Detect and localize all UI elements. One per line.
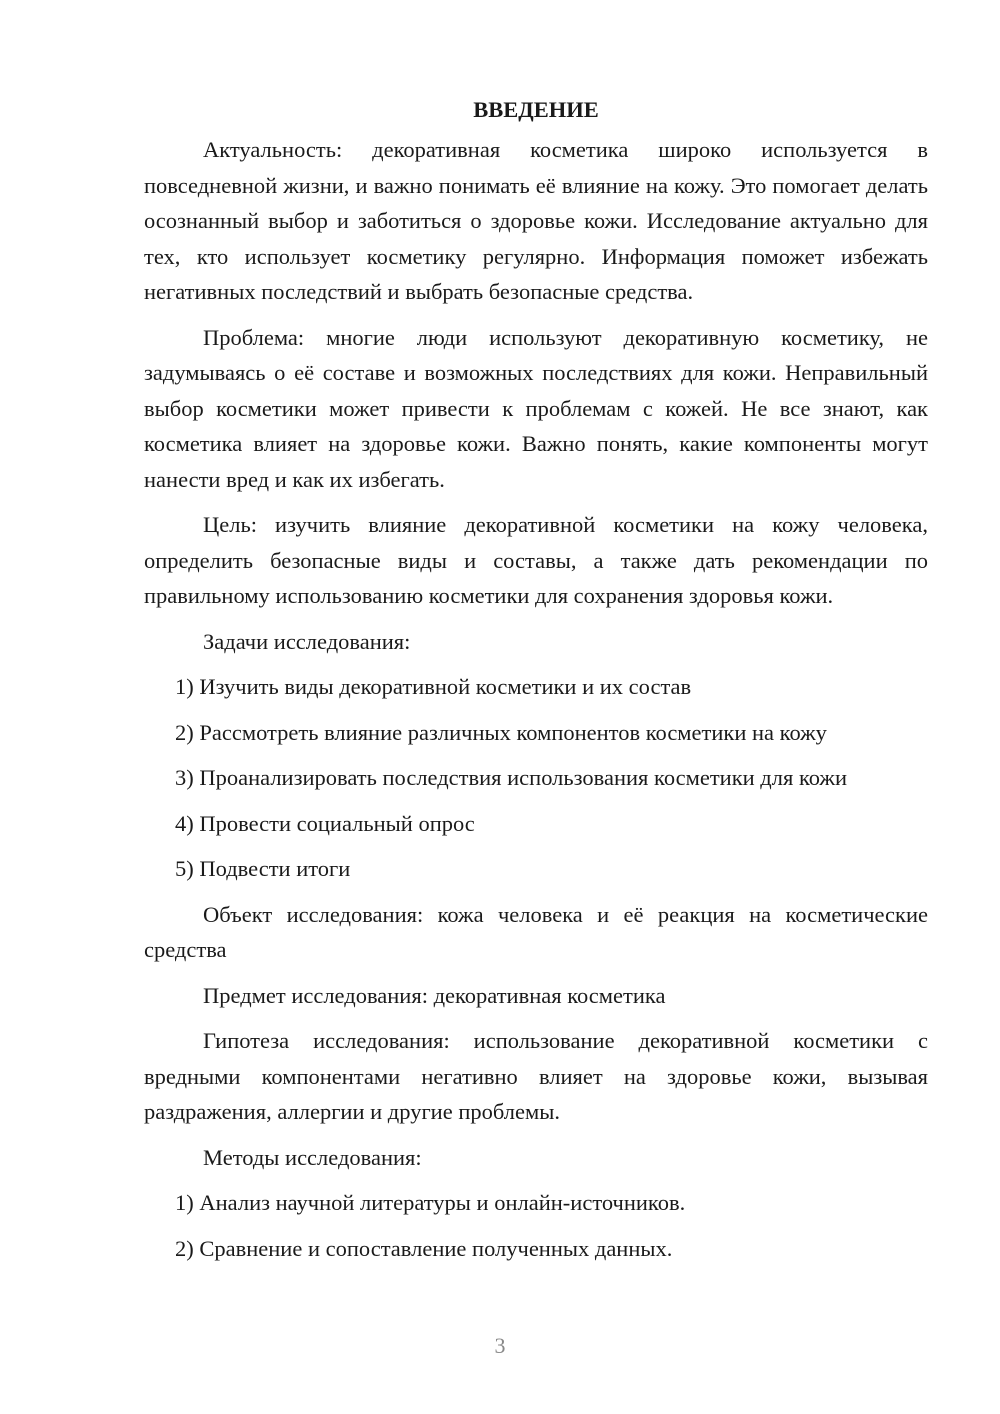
subject-paragraph: Предмет исследования: декоративная косметика — [203, 982, 666, 1008]
method-item: 1) Анализ научной литературы и онлайн-источников. — [175, 1190, 686, 1215]
section-title: ВВЕДЕНИЕ — [473, 97, 599, 122]
problem-paragraph: Проблема: многие люди используют декоративную косметику, не задумываясь о её составе и возможных последствиях для кожи. Неправильный выбор косметики может привести к проблемам с кожей. Не все знают, как косметика влияет на здоровье кожи. Важно понять, какие компоненты могут нанести вред и как их избегать. — [144, 324, 928, 492]
method-item: 2) Сравнение и сопоставление полученных данных. — [175, 1235, 673, 1261]
page-content — [144, 92, 928, 1276]
task-item: 5) Подвести итоги — [175, 856, 351, 881]
goal-paragraph: Цель: изучить влияние декоративной косметики на кожу человека, определить безопасные виды и составы, а также дать рекомендации по правильному использованию косметики для сохранения здоровья кожи. — [144, 512, 928, 608]
task-item: 3) Проанализировать последствия использования косметики для кожи — [175, 765, 848, 790]
page-number: 3 — [494, 1333, 506, 1358]
object-paragraph: Объект исследования: кожа человека и её реакция на косметические средства — [144, 901, 928, 962]
task-item: 1) Изучить виды декоративной косметики и их состав — [175, 674, 692, 699]
task-item: 2) Рассмотреть влияние различных компонентов косметики на кожу — [175, 719, 827, 745]
tasks-heading: Задачи исследования: — [203, 628, 411, 654]
hypothesis-paragraph: Гипотеза исследования: использование декоративной косметики с вредными компонентами негативно влияет на здоровье кожи, вызывая раздражения, аллергии и другие проблемы. — [144, 1028, 928, 1124]
methods-heading: Методы исследования: — [203, 1144, 422, 1170]
relevance-paragraph: Актуальность: декоративная косметика широко используется в повседневной жизни, и важно понимать её влияние на кожу. Это помогает делать осознанный выбор и заботиться о здоровье кожи. Исследование актуально для тех, кто использует косметику регулярно. Информация поможет избежать негативных последствий и выбрать безопасные средства. — [144, 137, 928, 304]
task-item: 4) Провести социальный опрос — [175, 810, 475, 836]
